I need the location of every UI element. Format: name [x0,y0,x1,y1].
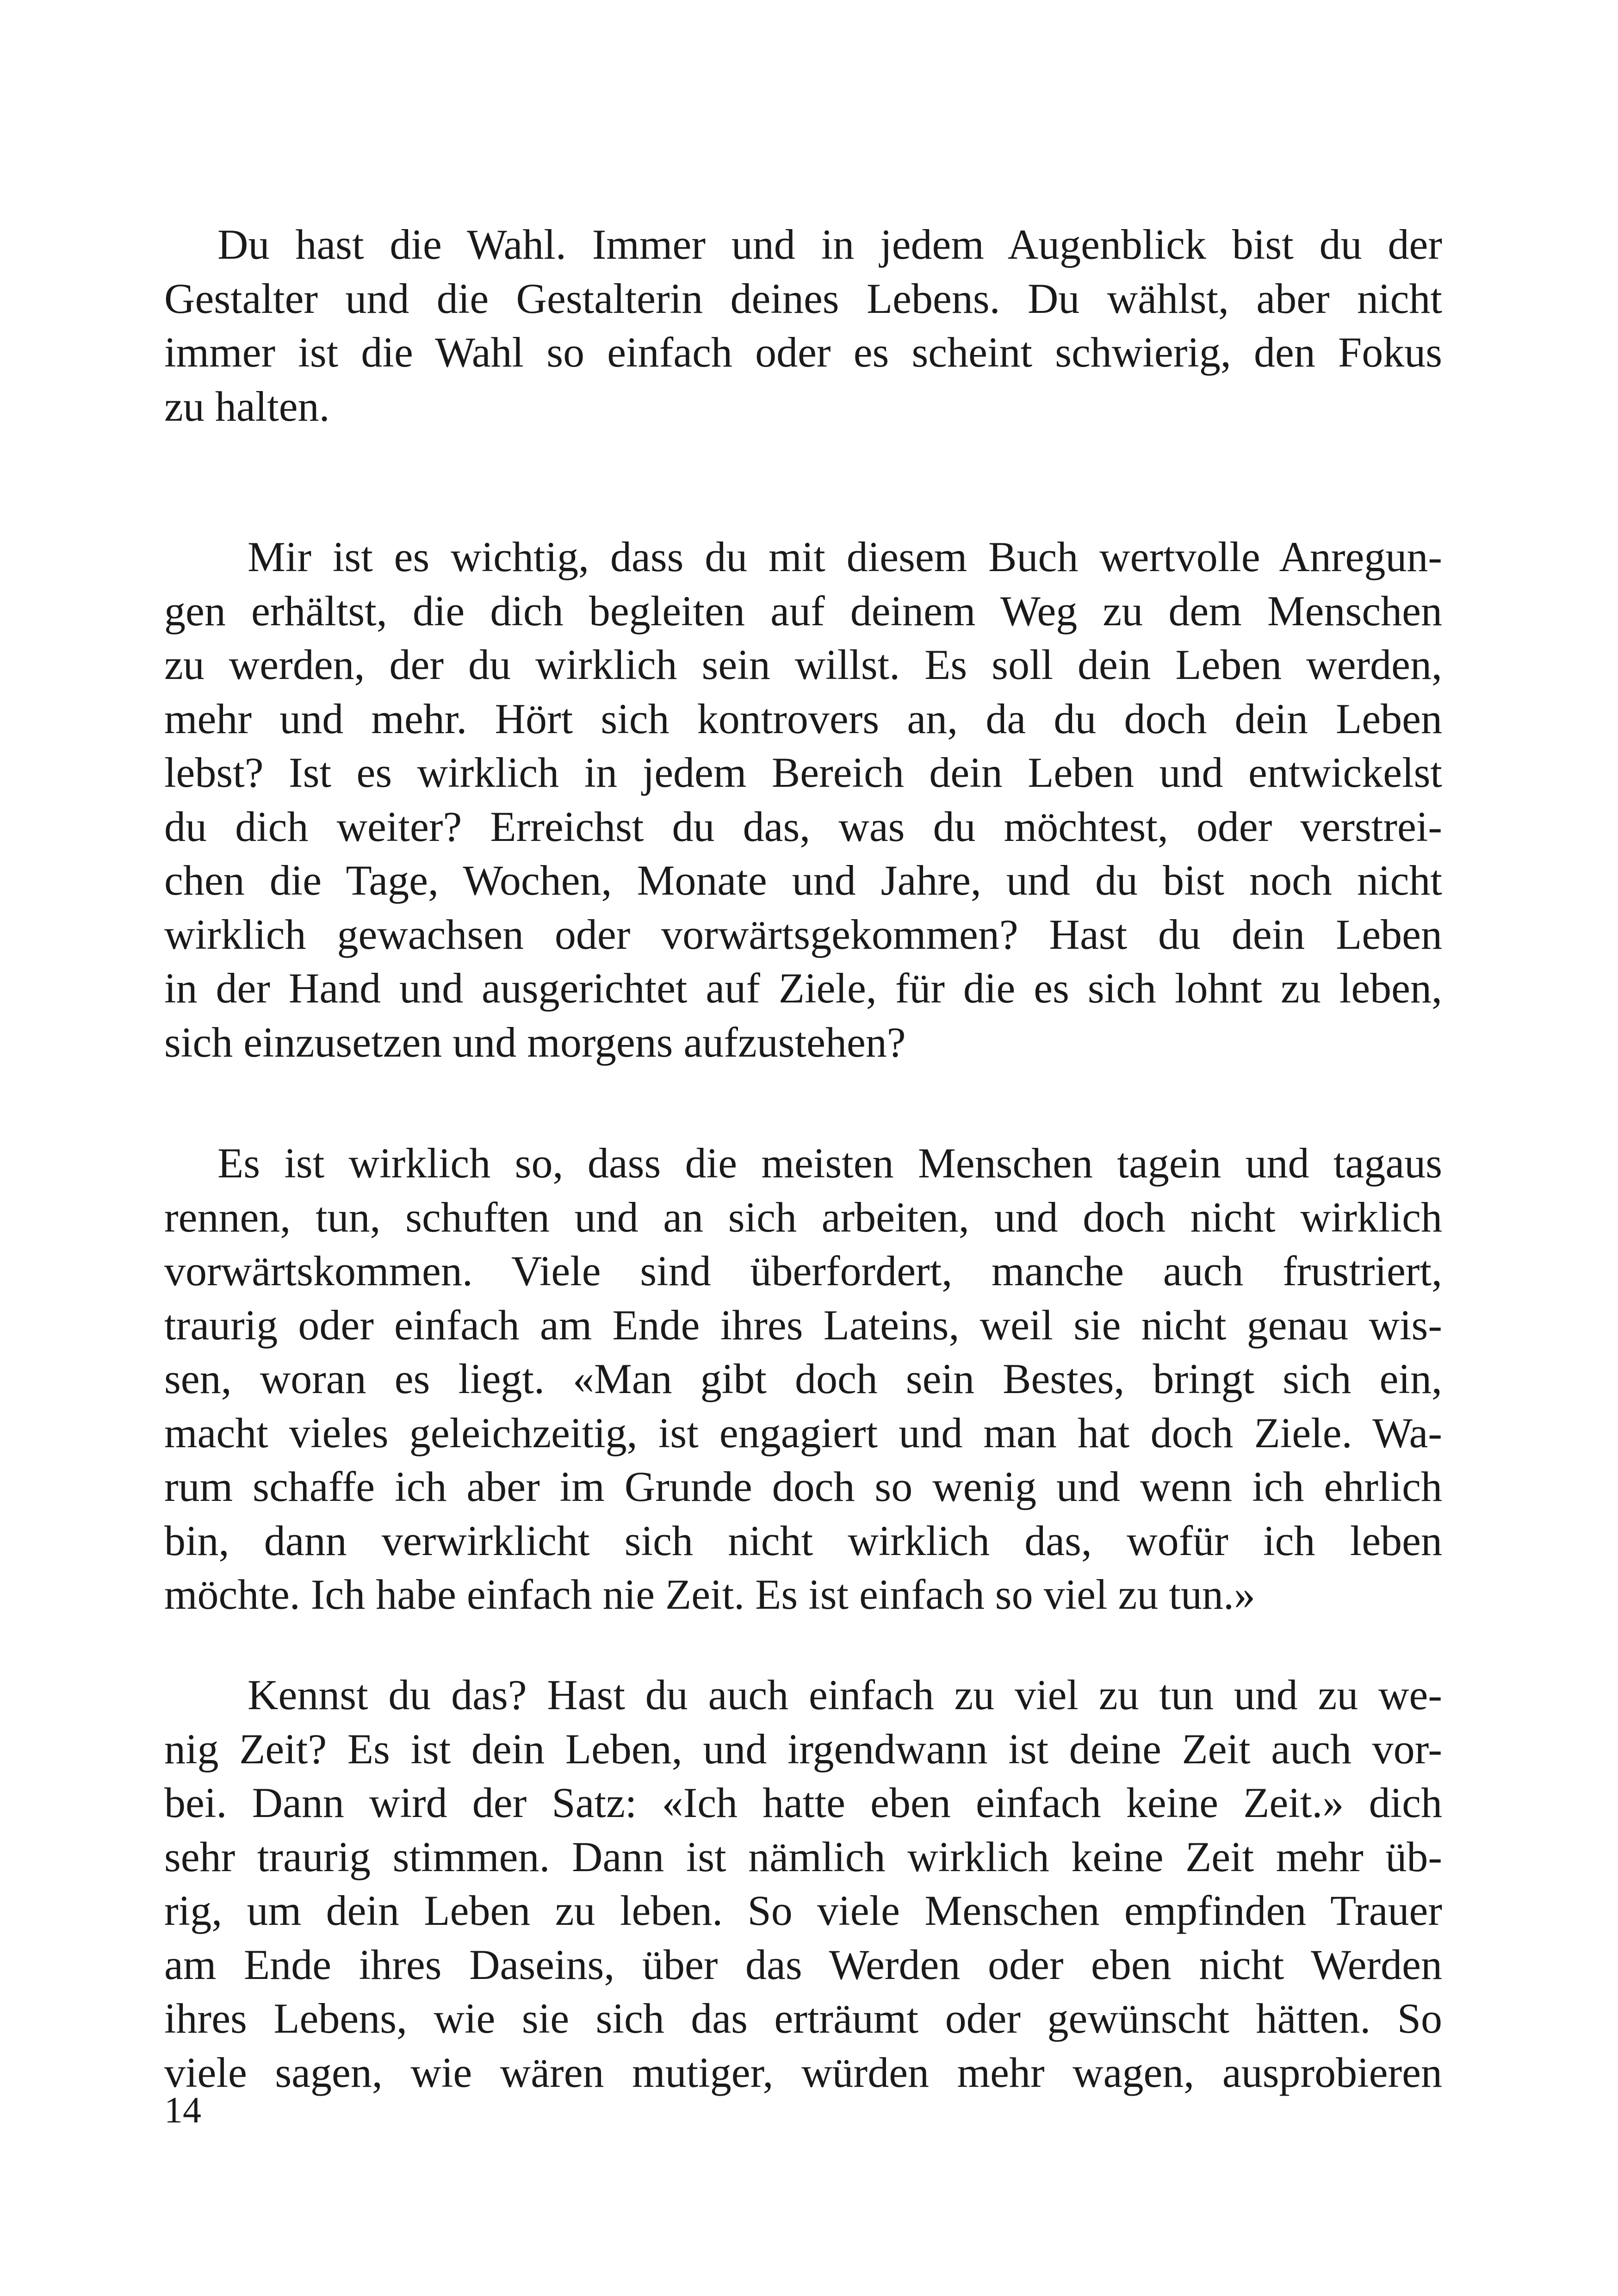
paragraph-line: macht vieles geleichzeitig, ist engagiert und man hat doch Ziele. Wa- [164,1409,1442,1456]
paragraph-line: bin, dann verwirklicht sich nicht wirklich das, wofür ich leben [164,1517,1442,1564]
paragraph-line: mehr und mehr. Hört sich kontrovers an, da du doch dein Leben [164,695,1442,742]
paragraph-line: zu werden, der du wirklich sein willst. Es soll dein Leben werden, [164,641,1442,688]
paragraph-line: ihres Lebens, wie sie sich das erträumt oder gewünscht hätten. So [164,1995,1442,2042]
paragraph-line: sen, woran es liegt. «Man gibt doch sein Bestes, bringt sich ein, [164,1355,1442,1402]
paragraph-line: traurig oder einfach am Ende ihres Lateins, weil sie nicht genau wis- [164,1301,1442,1349]
page-number: 14 [164,2090,201,2131]
paragraph-line: lebst? Ist es wirklich in jedem Bereich dein Leben und entwickelst [164,749,1442,796]
paragraph-3 [164,1136,1442,1622]
paragraph-line: gen erhältst, die dich begleiten auf deinem Weg zu dem Menschen [164,587,1442,635]
paragraph-line: Es ist wirklich so, dass die meisten Menschen tagein und tagaus [217,1139,1442,1187]
paragraph-line: bei. Dann wird der Satz: «Ich hatte eben einfach keine Zeit.» dich [164,1779,1442,1826]
paragraph-line: möchte. Ich habe einfach nie Zeit. Es ist einfach so viel zu tun.» [164,1571,1255,1618]
paragraph-line: nig Zeit? Es ist dein Leben, und irgendwann ist deine Zeit auch vor- [164,1725,1442,1773]
paragraph-line: du dich weiter? Erreichst du das, was du möchtest, oder verstrei- [164,803,1442,850]
paragraph-1 [164,218,1442,433]
paragraph-line: zu halten. [164,382,330,430]
paragraph-line: chen die Tage, Wochen, Monate und Jahre, und du bist noch nicht [164,857,1442,904]
paragraph-line: vorwärtskommen. Viele sind überfordert, manche auch frustriert, [164,1247,1442,1294]
paragraph-2 [164,530,1442,1069]
paragraph-line: Kennst du das? Hast du auch einfach zu viel zu tun und zu we- [248,1671,1442,1718]
paragraph-4 [164,1668,1442,2099]
paragraph-line: in der Hand und ausgerichtet auf Ziele, für die es sich lohnt zu leben, [164,964,1442,1012]
paragraph-line: Gestalter und die Gestalterin deines Lebens. Du wählst, aber nicht [164,274,1442,322]
paragraph-line: Mir ist es wichtig, dass du mit diesem Buch wertvolle Anregun- [248,533,1442,580]
paragraph-line: rennen, tun, schuften und an sich arbeiten, und doch nicht wirklich [164,1193,1442,1241]
paragraph-line: rum schaffe ich aber im Grunde doch so wenig und wenn ich ehrlich [164,1463,1442,1510]
paragraph-line: rig, um dein Leben zu leben. So viele Menschen empfinden Trauer [164,1887,1442,1934]
paragraph-line: Du hast die Wahl. Immer und in jedem Augenblick bist du der [217,221,1442,268]
paragraph-line: immer ist die Wahl so einfach oder es scheint schwierig, den Fokus [164,329,1442,376]
paragraph-line: wirklich gewachsen oder vorwärtsgekommen? Hast du dein Leben [164,910,1442,958]
paragraph-line: viele sagen, wie wären mutiger, würden mehr wagen, ausprobieren [164,2048,1442,2096]
paragraph-line: am Ende ihres Daseins, über das Werden oder eben nicht Werden [164,1941,1442,1988]
paragraph-line: sich einzusetzen und morgens aufzustehen? [164,1018,906,1066]
paragraph-line: sehr traurig stimmen. Dann ist nämlich wirklich keine Zeit mehr üb- [164,1833,1442,1880]
